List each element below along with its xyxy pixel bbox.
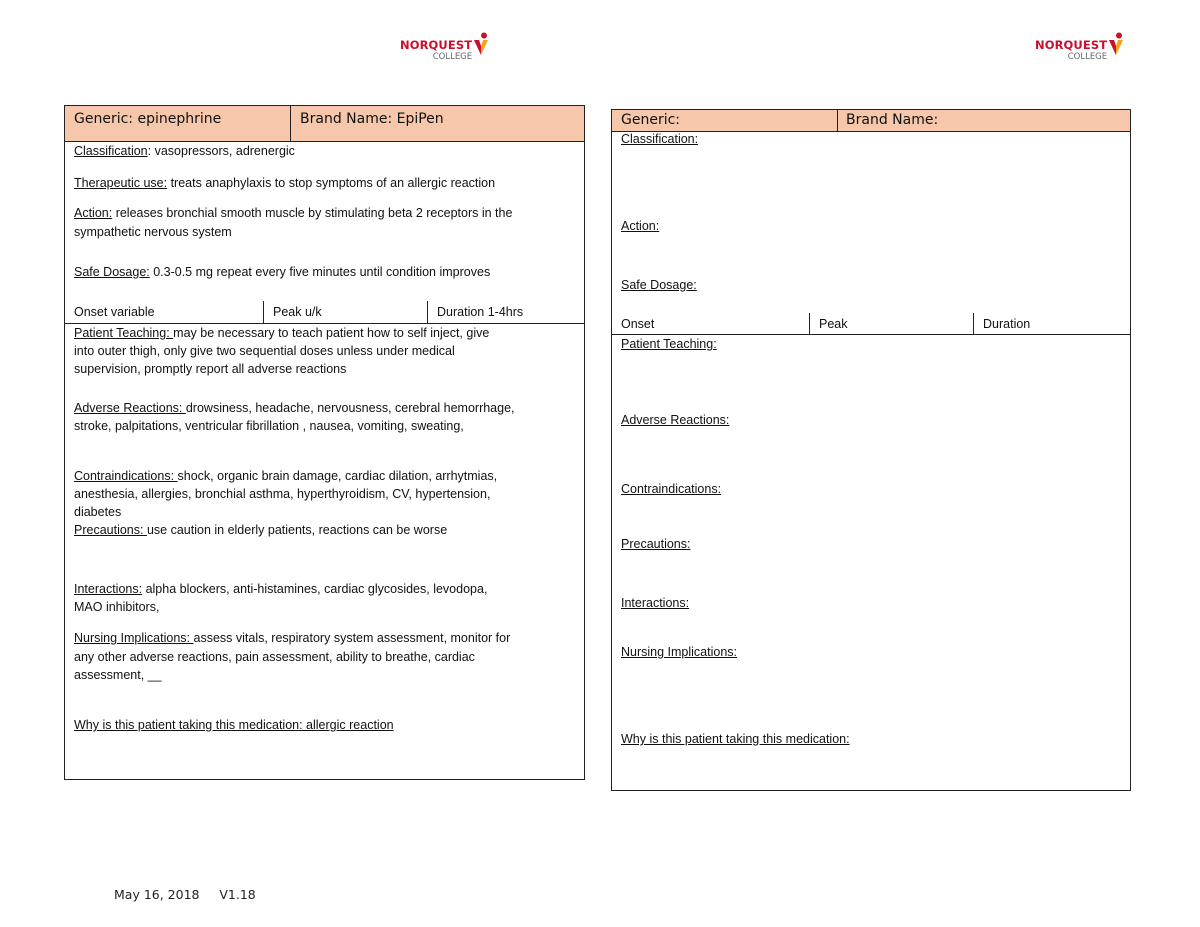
therapeutic-use-row bbox=[74, 174, 495, 192]
peak-duration-divider bbox=[973, 313, 974, 335]
footer-version: V1.18 bbox=[219, 887, 256, 902]
patient-teaching-row bbox=[74, 324, 489, 342]
generic-name: Generic: bbox=[612, 110, 838, 131]
therapeutic-use-value: treats anaphylaxis to stop symptoms of an allergic reaction bbox=[167, 176, 496, 190]
nursing-implications-label: Nursing Implications: bbox=[621, 645, 738, 659]
adverse-reactions-line2: stroke, palpitations, ventricular fibrillation , nausea, vomiting, sweating, bbox=[74, 419, 464, 433]
norquest-logo-left bbox=[400, 40, 489, 61]
classification-row bbox=[74, 142, 295, 160]
logo-emblem-icon bbox=[1108, 32, 1124, 56]
nursing-implications-line3-tail: __ bbox=[147, 668, 162, 682]
nursing-implications-label: Nursing Implications: bbox=[74, 631, 194, 645]
drug-card-filled bbox=[64, 105, 585, 780]
logo-emblem-icon bbox=[473, 32, 489, 56]
therapeutic-use-label: Therapeutic use: bbox=[74, 176, 168, 190]
contraindications-line3: diabetes bbox=[74, 505, 122, 519]
interactions-line2: MAO inhibitors, bbox=[74, 600, 160, 614]
page-footer bbox=[114, 887, 256, 902]
interactions-label: Interactions: bbox=[621, 596, 690, 610]
interactions-line2-row bbox=[74, 598, 159, 616]
logo-wordmark: NORQUEST bbox=[1035, 38, 1108, 52]
classification-label: Classification bbox=[74, 144, 148, 158]
onset-peak-divider bbox=[809, 313, 810, 335]
why-taking-label: Why is this patient taking this medication: bbox=[621, 732, 850, 746]
adverse-reactions-line1: drowsiness, headache, nervousness, cerebral hemorrhage, bbox=[185, 401, 515, 415]
precautions-label: Precautions: bbox=[621, 537, 691, 551]
peak-duration-divider bbox=[427, 301, 428, 323]
generic-name: Generic: epinephrine bbox=[65, 106, 291, 141]
interactions-line1: alpha blockers, anti-histamines, cardiac glycosides, levodopa, bbox=[142, 582, 488, 596]
nursing-implications-line2: any other adverse reactions, pain assessment, ability to breathe, cardiac bbox=[74, 650, 475, 664]
precautions-label: Precautions: bbox=[74, 523, 147, 537]
nursing-implications-line3: assessment, bbox=[74, 668, 148, 682]
safe-dosage-label: Safe Dosage: bbox=[621, 278, 697, 292]
onset-cell: Onset bbox=[621, 317, 655, 331]
brand-name: Brand Name: bbox=[846, 112, 939, 128]
contraindications-label: Contraindications: bbox=[74, 469, 178, 483]
why-taking-row: Why is this patient taking this medication: allergic reaction bbox=[74, 718, 394, 732]
action-value-line1: releases bronchial smooth muscle by stimulating beta 2 receptors in the bbox=[112, 206, 513, 220]
logo-subtitle: COLLEGE bbox=[432, 51, 473, 62]
contraindications-line1: shock, organic brain damage, cardiac dilation, arrhytmias, bbox=[177, 469, 498, 483]
footer-date: May 16, 2018 bbox=[114, 887, 200, 902]
interactions-row bbox=[74, 580, 487, 598]
duration-cell: Duration bbox=[983, 317, 1031, 331]
onset-peak-divider bbox=[263, 301, 264, 323]
action-label: Action: bbox=[621, 219, 660, 233]
precautions-row bbox=[74, 521, 447, 539]
logo-subtitle: COLLEGE bbox=[1067, 51, 1108, 62]
contraindications-label: Contraindications: bbox=[621, 482, 722, 496]
patient-teaching-label: Patient Teaching: bbox=[74, 326, 174, 340]
contraindications-line2: anesthesia, allergies, bronchial asthma, hyperthyroidism, CV, hypertension, bbox=[74, 487, 491, 501]
patient-teaching-line2: into outer thigh, only give two sequential doses unless under medical bbox=[74, 344, 455, 358]
nursing-implications-line1: assess vitals, respiratory system assessment, monitor for bbox=[193, 631, 511, 645]
peak-cell: Peak u/k bbox=[273, 305, 322, 319]
adverse-reactions-label: Adverse Reactions: bbox=[621, 413, 730, 427]
classification-value: : vasopressors, adrenergic bbox=[147, 144, 295, 158]
adverse-reactions-label: Adverse Reactions: bbox=[74, 401, 186, 415]
safe-dosage-value: 0.3-0.5 mg repeat every five minutes until condition improves bbox=[149, 265, 491, 279]
precautions-value: use caution in elderly patients, reactions can be worse bbox=[146, 523, 448, 537]
contraindications-row bbox=[74, 467, 497, 485]
card-header bbox=[65, 106, 584, 142]
duration-cell: Duration 1-4hrs bbox=[437, 305, 524, 319]
safe-dosage-label: Safe Dosage: bbox=[74, 265, 150, 279]
drug-card-blank bbox=[611, 109, 1131, 791]
patient-teaching-line1: may be necessary to teach patient how to self inject, give bbox=[173, 326, 490, 340]
action-label: Action: bbox=[74, 206, 113, 220]
safe-dosage-row bbox=[74, 263, 490, 281]
adverse-reactions-row bbox=[74, 399, 515, 417]
peak-cell: Peak bbox=[819, 317, 848, 331]
patient-teaching-label: Patient Teaching: bbox=[621, 337, 717, 351]
nursing-implications-row bbox=[74, 629, 510, 647]
logo-wordmark: NORQUEST bbox=[400, 38, 473, 52]
brand-name: Brand Name: EpiPen bbox=[300, 111, 444, 127]
action-row bbox=[74, 204, 512, 222]
nursing-implications-line3-row bbox=[74, 666, 162, 684]
classification-label: Classification: bbox=[621, 132, 699, 146]
patient-teaching-line3: supervision, promptly report all adverse reactions bbox=[74, 362, 347, 376]
action-value-line2: sympathetic nervous system bbox=[74, 225, 232, 239]
interactions-label: Interactions: bbox=[74, 582, 143, 596]
card-header bbox=[612, 110, 1130, 132]
onset-cell: Onset variable bbox=[74, 305, 155, 319]
norquest-logo-right bbox=[1035, 40, 1124, 61]
